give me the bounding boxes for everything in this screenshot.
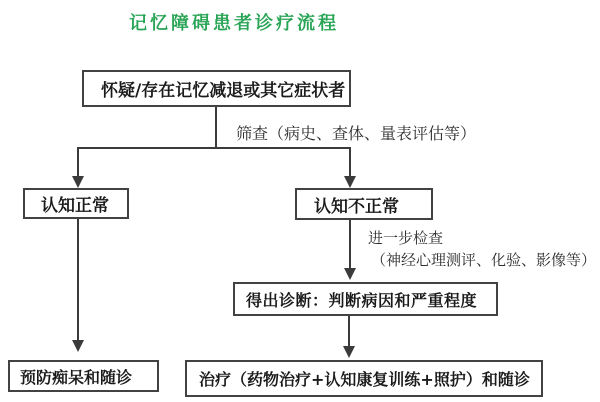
edge-label-further-check-line2 xyxy=(371,249,596,270)
node-cognition-abnormal-label: 认知不正常 xyxy=(314,196,399,217)
arrowhead-abnormal-icon xyxy=(344,176,356,188)
node-prevention-label: 预防痴呆和随诊 xyxy=(20,367,133,387)
edge-label-screening xyxy=(236,121,476,144)
node-suspect-label: 怀疑/存在记忆减退或其它症状者 xyxy=(101,81,346,101)
node-treatment xyxy=(185,360,543,397)
edge-label-further-check-line1 xyxy=(368,227,443,248)
node-cognition-normal xyxy=(23,188,129,219)
edge-label-further-check-line2-text: （神经心理测评、化验、影像等） xyxy=(371,251,597,269)
node-cognition-abnormal xyxy=(295,188,433,220)
node-cognition-normal-label: 认知正常 xyxy=(41,196,109,216)
arrowhead-normal-icon xyxy=(72,176,84,188)
node-treatment-label: 治疗（药物治疗+认知康复训练+照护）和随诊 xyxy=(199,370,530,389)
node-suspect xyxy=(82,70,351,107)
node-diagnosis-label: 得出诊断：判断病因和严重程度 xyxy=(246,290,478,310)
edge-label-further-check-line1-text: 进一步检查 xyxy=(368,229,444,247)
arrowhead-treatment-icon xyxy=(343,346,355,358)
arrowhead-diagnosis-icon xyxy=(344,268,356,280)
node-diagnosis xyxy=(233,282,498,316)
edge-label-screening-text: 筛查（病史、查体、量表评估等） xyxy=(236,124,477,143)
arrowhead-prevention-icon xyxy=(72,340,84,352)
page-title: 记忆障碍患者诊疗流程 xyxy=(129,13,339,34)
node-prevention xyxy=(8,360,159,392)
